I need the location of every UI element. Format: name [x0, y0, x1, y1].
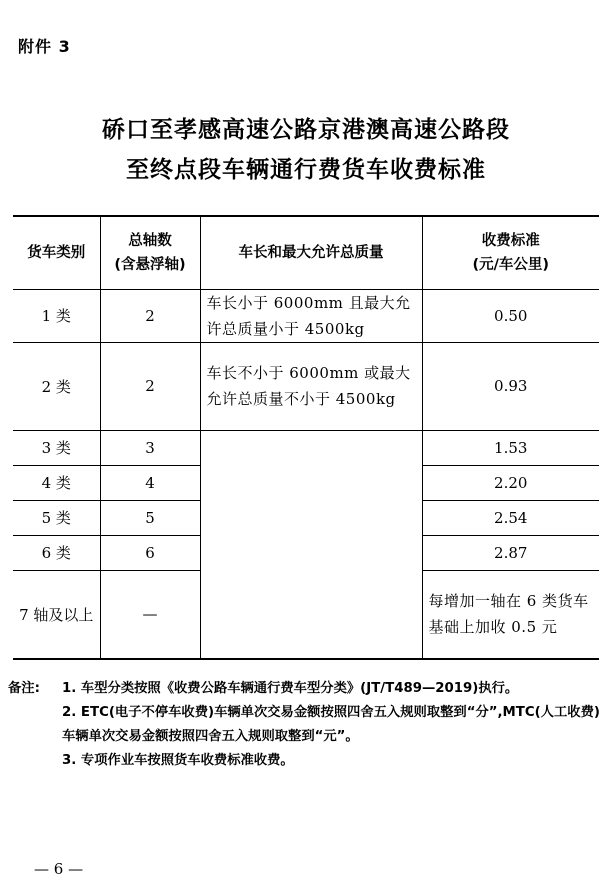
table-header-row: [13, 216, 599, 289]
cell-rate: 1.53: [422, 430, 599, 465]
cell-category: 1 类: [13, 289, 100, 342]
document-title-line1: 硚口至孝感高速公路京港澳高速公路段: [102, 117, 510, 143]
cell-axles: 2: [100, 342, 200, 430]
attachment-label: 附件 3: [18, 37, 71, 56]
cell-category: 3 类: [13, 430, 100, 465]
header-category: 货车类别: [13, 216, 100, 289]
page-number: — 6 —: [34, 860, 84, 878]
cell-rate: 0.93: [422, 342, 599, 430]
note-text: 1. 车型分类按照《收费公路车辆通行费车型分类》(JT/T489—2019)执行。: [62, 681, 519, 696]
table-row: [13, 289, 599, 342]
cell-axles: 6: [100, 535, 200, 570]
cell-spec: 车长小于 6000mm 且最大允许总质量小于 4500kg: [200, 289, 422, 342]
document-title-line2: 至终点段车辆通行费货车收费标准: [126, 157, 486, 183]
header-spec: 车长和最大允许总质量: [200, 216, 422, 289]
cell-axles: 2: [100, 289, 200, 342]
cell-category: 2 类: [13, 342, 100, 430]
cell-rate: 0.50: [422, 289, 599, 342]
cell-rate: 2.20: [422, 465, 599, 500]
notes-section: [8, 677, 612, 773]
header-axles-line2: (含悬浮轴): [114, 256, 186, 273]
header-rate-line1: 收费标准: [481, 232, 540, 249]
cell-spec: 车长不小于 6000mm 或最大允许总质量不小于 4500kg: [200, 342, 422, 430]
cell-rate: 2.54: [422, 500, 599, 535]
note-item: 3. 专项作业车按照货车收费标准收费。: [62, 753, 294, 768]
notes-label: 备注:: [8, 681, 40, 696]
cell-rate: 每增加一轴在 6 类货车基础上加收 0.5 元: [422, 570, 599, 659]
cell-category: 7 轴及以上: [13, 570, 100, 659]
note-item: 2. ETC(电子不停车收费)车辆单次交易金额按照四舍五入规则取整到“分”,MTC(人工收费)车辆单次交易金额按照四舍五入规则取整到“元”。: [62, 705, 600, 744]
cell-axles: 3: [100, 430, 200, 465]
cell-axles: 4: [100, 465, 200, 500]
cell-category: 4 类: [13, 465, 100, 500]
toll-fee-table: [13, 215, 599, 660]
note-item: [8, 677, 612, 701]
cell-category: 5 类: [13, 500, 100, 535]
cell-spec-merged: [200, 430, 422, 659]
table-row: [13, 430, 599, 465]
table-row: [13, 342, 599, 430]
cell-rate: 2.87: [422, 535, 599, 570]
cell-axles: —: [100, 570, 200, 659]
header-rate: [422, 216, 599, 289]
cell-category: 6 类: [13, 535, 100, 570]
header-axles: [100, 216, 200, 289]
header-axles-line1: 总轴数: [128, 232, 172, 249]
header-rate-line2: (元/车公里): [472, 256, 550, 273]
cell-axles: 5: [100, 500, 200, 535]
